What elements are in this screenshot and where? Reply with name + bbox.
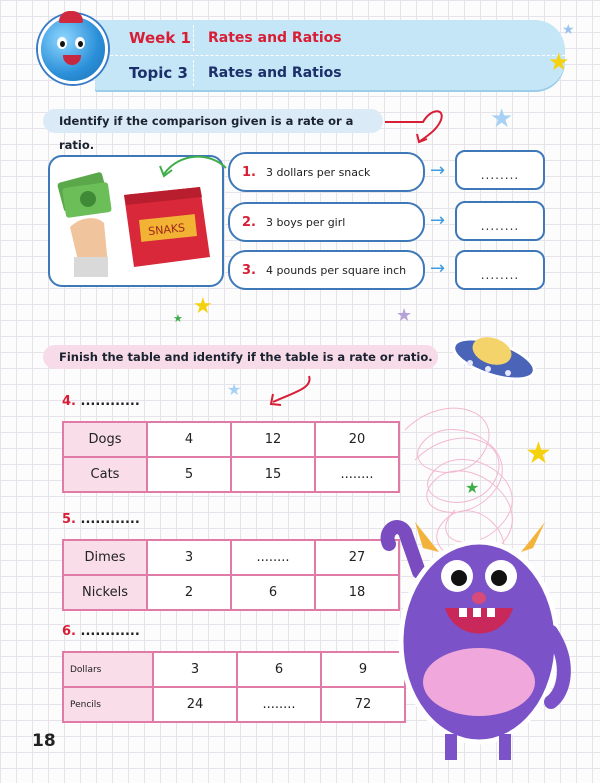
ufo-icon <box>448 325 543 385</box>
row-header: Dollars <box>63 652 153 687</box>
star-icon: ★ <box>227 380 242 399</box>
topic-label: Topic 3 <box>129 63 188 82</box>
table-cell: 72 <box>321 687 405 722</box>
star-icon: ★ <box>193 294 213 319</box>
topic-title: Rates and Ratios <box>193 60 342 86</box>
question-2: 2. 3 boys per girl <box>228 202 425 242</box>
star-icon: ★ <box>525 436 552 471</box>
arrow-right-icon: → <box>430 160 446 181</box>
table-cell: 5 <box>147 457 231 492</box>
instruction-2: Finish the table and identify if the table is a rate or ratio. <box>43 345 438 369</box>
table-row <box>63 575 399 610</box>
snack-bag-text: SNAKS <box>147 221 186 239</box>
answer-field-1[interactable]: ........ <box>455 150 545 190</box>
table-row <box>63 457 399 492</box>
star-icon: ★ <box>396 305 413 326</box>
row-header: Nickels <box>63 575 147 610</box>
table-cell: 9 <box>321 652 405 687</box>
swirl-arrow-icon <box>383 104 453 144</box>
week-label: Week 1 <box>129 28 191 47</box>
star-icon: ★ <box>548 48 570 76</box>
row-header: Dimes <box>63 540 147 575</box>
table-cell: 3 <box>147 540 231 575</box>
table-row <box>63 652 405 687</box>
table-row <box>63 687 405 722</box>
blank-cell[interactable]: ........ <box>231 540 315 575</box>
table-cell: 4 <box>147 422 231 457</box>
green-arrow-icon <box>150 148 230 188</box>
table-cell: 12 <box>231 422 315 457</box>
week-title: Rates and Ratios <box>193 25 342 51</box>
table-cell: 6 <box>237 652 321 687</box>
table-5 <box>62 539 400 611</box>
answer-field-3[interactable]: ........ <box>455 250 545 290</box>
table-cell: 27 <box>315 540 399 575</box>
table-row <box>63 540 399 575</box>
swirl-arrow-icon <box>265 372 315 408</box>
table-cell: 6 <box>231 575 315 610</box>
table-4-label: 4. ............ <box>62 394 140 409</box>
table-6 <box>62 651 406 723</box>
blank-cell[interactable]: ........ <box>237 687 321 722</box>
page-number: 18 <box>32 731 56 751</box>
arrow-right-icon: → <box>430 258 446 279</box>
blank-cell[interactable]: ........ <box>315 457 399 492</box>
star-icon: ★ <box>490 104 514 134</box>
table-cell: 15 <box>231 457 315 492</box>
arrow-right-icon: → <box>430 210 446 231</box>
table-cell: 3 <box>153 652 237 687</box>
table-5-label: 5. ............ <box>62 512 140 527</box>
row-header: Cats <box>63 457 147 492</box>
star-icon: ★ <box>562 22 575 38</box>
header-banner <box>95 20 565 90</box>
instruction-1: Identify if the comparison given is a rate or a ratio. <box>43 109 383 133</box>
star-icon: ★ <box>173 312 183 325</box>
row-header: Pencils <box>63 687 153 722</box>
table-6-label: 6. ............ <box>62 624 140 639</box>
week-row <box>95 20 565 56</box>
table-cell: 18 <box>315 575 399 610</box>
row-header: Dogs <box>63 422 147 457</box>
star-icon: ★ <box>465 478 480 497</box>
table-cell: 20 <box>315 422 399 457</box>
table-row <box>63 422 399 457</box>
table-cell: 2 <box>147 575 231 610</box>
topic-row <box>95 55 565 90</box>
answer-field-2[interactable]: ........ <box>455 201 545 241</box>
table-cell: 24 <box>153 687 237 722</box>
table-4 <box>62 421 400 493</box>
globe-mascot-icon <box>38 14 108 84</box>
monster-mascot-icon <box>375 512 580 767</box>
question-1: 1. 3 dollars per snack <box>228 152 425 192</box>
question-3: 3. 4 pounds per square inch <box>228 250 425 290</box>
